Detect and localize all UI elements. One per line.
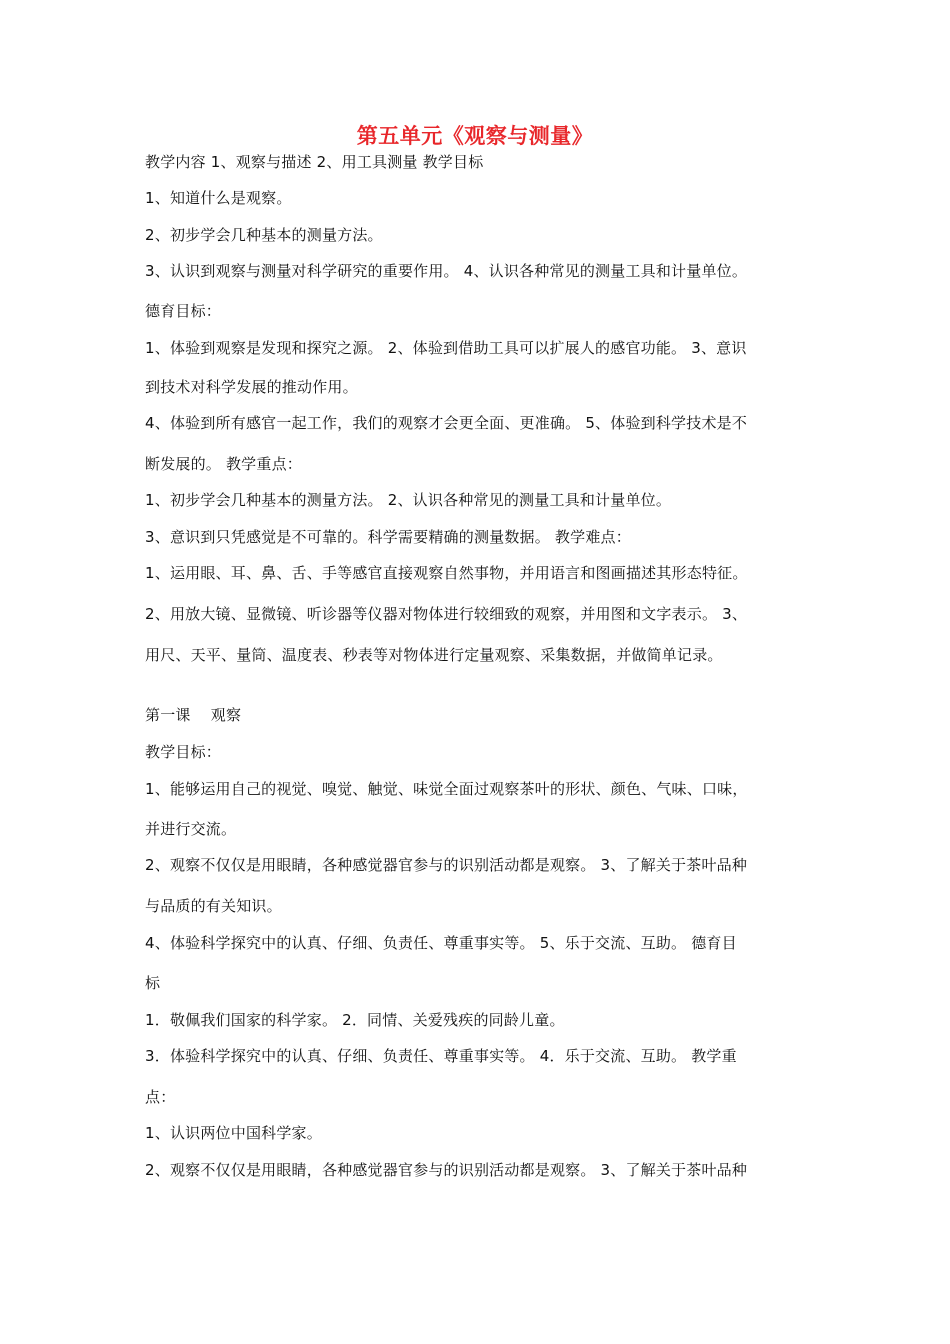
text-line: 标 (145, 974, 161, 992)
text-line: 4、体验到所有感官一起工作，我们的观察才会更全面、更准确。 5、体验到科学技术是不 (145, 414, 748, 432)
text-line: 2、用放大镜、显微镜、听诊器等仪器对物体进行较细致的观察，并用图和文字表示。 3、 (145, 605, 748, 623)
text-line: 德育目标： (145, 302, 222, 320)
text-line: 2、观察不仅仅是用眼睛，各种感觉器官参与的识别活动都是观察。 3、了解关于茶叶品种 (145, 856, 748, 874)
text-line: 1、知道什么是观察。 (145, 189, 292, 207)
text-line: 2、初步学会几种基本的测量方法。 (145, 226, 383, 244)
text-line: 2、观察不仅仅是用眼睛，各种感觉器官参与的识别活动都是观察。 3、了解关于茶叶品种 (145, 1161, 748, 1179)
text-line: 与品质的有关知识。 (145, 897, 282, 915)
text-line: 并进行交流。 (145, 820, 237, 838)
text-line: 1．敬佩我们国家的科学家。 2．同情、关爱残疾的同龄儿童。 (145, 1011, 565, 1029)
text-line: 3、意识到只凭感觉是不可靠的。科学需要精确的测量数据。 教学难点： (145, 528, 631, 546)
text-line: 3．体验科学探究中的认真、仔细、负责任、尊重事实等。 4．乐于交流、互助。 教学重 (145, 1047, 737, 1065)
document-title: 第五单元《观察与测量》 (356, 123, 594, 148)
text-line: 3、认识到观察与测量对科学研究的重要作用。 4、认识各种常见的测量工具和计量单位。 (145, 262, 748, 280)
text-line: 到技术对科学发展的推动作用。 (145, 378, 358, 396)
text-line: 教学内容 1、观察与描述 2、用工具测量 教学目标 (145, 153, 484, 171)
text-line: 断发展的。 教学重点： (145, 455, 302, 473)
text-line: 1、运用眼、耳、鼻、舌、手等感官直接观察自然事物，并用语言和图画描述其形态特征。 (145, 564, 748, 582)
text-line: 1、体验到观察是发现和探究之源。 2、体验到借助工具可以扩展人的感官功能。 3、意识 (145, 339, 747, 357)
text-line: 1、能够运用自己的视觉、嗅觉、触觉、味觉全面过观察茶叶的形状、颜色、气味、口味， (145, 780, 748, 798)
text-line: 1、初步学会几种基本的测量方法。 2、认识各种常见的测量工具和计量单位。 (145, 491, 672, 509)
text-line: 用尺、天平、量筒、温度表、秒表等对物体进行定量观察、采集数据，并做简单记录。 (145, 646, 723, 664)
text-line: 教学目标： (145, 743, 222, 761)
text-line: 1、认识两位中国科学家。 (145, 1124, 322, 1142)
text-line: 点： (145, 1088, 176, 1106)
lesson-title: 第一课 观察 (145, 706, 242, 724)
text-line: 4、体验科学探究中的认真、仔细、负责任、尊重事实等。 5、乐于交流、互助。 德育目 (145, 934, 737, 952)
